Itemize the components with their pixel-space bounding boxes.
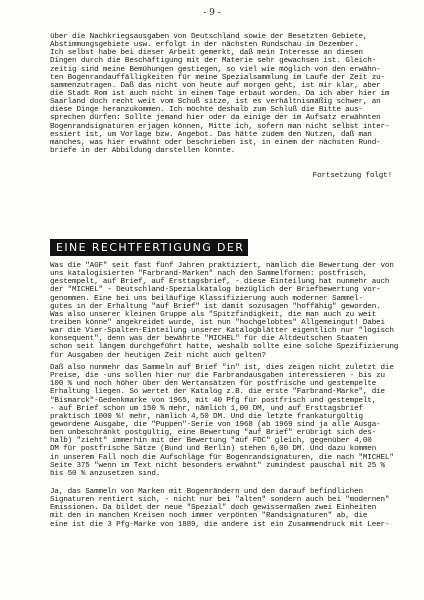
text-line: war die Vier-Spalten-Einteilung unserer Katalogblätter eigentlich nur "logisch [50, 327, 394, 336]
paragraph-prices [50, 364, 392, 478]
text-line: sammenzutragen. Daß das nicht von heute auf morgen geht, ist mir klar, aber [50, 81, 381, 90]
text-line: Dingen durch die Beschäftigung mit der Materie sehr gewachsen ist. Gleich- [50, 57, 377, 66]
text-line: der "MICHEL" - Deutschland-Spezialkatalog bezüglich der Briefbewertung vor- [50, 286, 381, 295]
text-line: gutes in der Erhaltung "auf Brief" ist damit sozusagen "hoffähig" geworden. [50, 302, 381, 311]
text-line: Daß also nunmehr das Sammeln auf Brief "in" ist, dies zeigen nicht zuletzt die [50, 364, 394, 372]
text-line: Ich selbst habe bei dieser Arbeit gemerkt, daß mein Interesse an diesen [50, 49, 363, 58]
page-number: - 9 - [203, 8, 221, 18]
text-line: in unserem Fall noch die Aufschläge für Bogenrandsignaturen, die nach "MICHEL" [50, 453, 394, 462]
paragraph-agf [50, 262, 399, 360]
text-line: ben unbeschränkt postgültig, eine Bewertung "auf Brief" erübrigt sich des- [50, 429, 377, 438]
text-line: Bogenrandsignaturen erjagen können, Mitte ich, sofern man nicht selbst inter- [50, 122, 390, 131]
text-line: konsequent", denn was der bewährte "MICHEL" für die Altdeutschen Staaten [50, 335, 368, 344]
text-line: mit den in manchen Kreisen noch immer verpönten "Randsignaturen" ab, die [50, 512, 368, 521]
paragraph-signatures [50, 488, 392, 529]
text-line: genommen. Eine bei uns beiläufige Klassifizierung auch moderner Sammel- [50, 294, 363, 303]
text-line: bis 50 % anzusetzen sind. [50, 469, 161, 478]
text-line: sprechen dürfen: Sollte jemand hier oder da einige der im Aufsatz erwähnten [50, 114, 381, 123]
text-line: Was die "AGF" seit fast fünf Jahren praktiziert, nämlich die Bewertung der von [50, 262, 394, 270]
continuation-text: Fortsetzung folgt! [312, 172, 392, 181]
paragraph-intro [50, 33, 392, 155]
section-heading [50, 239, 286, 256]
text-line: manches, was hier erwähnt oder beschrieben ist, in einem der nächsten Rund- [50, 138, 381, 147]
text-line: Ja, das Sammeln von Marken mit Bogenrändern und den darauf befindlichen [50, 488, 363, 496]
continuation-note [50, 156, 392, 189]
text-line: eine ist die 3 Pfg-Marke von 1889, die andere ist ein Zusammendruck mit Leer- [50, 520, 390, 529]
text-line: Saarland doch recht weit vom Schuß sitze, ist es verhältnismäßig schwer, an [50, 98, 381, 107]
text-line: uns katalogisierten "Farbrand-Marken" nach den Sammelformen: postfrisch, [50, 270, 368, 279]
text-line: Was also unserer kleinen Gruppe als "Spitzfindigkeit, die man auch zu weit [50, 310, 377, 319]
text-line: diese Dinge heranzukommen. Ich möchte deshalb zum Schluß die Bitte aus- [50, 106, 363, 115]
text-line: briefe in der Abbildung darstellen könnte. [50, 146, 236, 155]
text-line: essiert ist, um Vorlage bzw. Angebot. Das hätte zudem den Nutzen, daß man [50, 130, 372, 139]
text-line: ten Bogenrandauffälligkeiten für meine Spezialsammlung im Laufe der Zeit zu- [50, 73, 385, 82]
text-line: Abstimmungsgebiete usw. erfolgt in der nächsten Rundschau im Dezember. [50, 41, 359, 50]
text-line: zeitig sind meine Bemühungen gestiegen, so viel wie möglich von den erwähn- [50, 65, 381, 74]
text-line: 100 % und noch höher über den Wertansätzen für postfrische und gestempelte [50, 380, 377, 389]
text-line: Preise, die -uns sollen hier nur die Farbrandausgaben interessieren - bis zu [50, 372, 385, 381]
text-line: praktisch 1000 %! mehr, nämlich 4,50 DM. Und die letzte frankaturgültig [50, 412, 363, 421]
text-line: für Ausgaben der heutigen Zeit nicht auch gelten? [50, 351, 266, 360]
text-line: Erhaltung liegen. So wertet der Katalog z.B. die erste "Farbrand-Marke", die [50, 388, 385, 397]
text-line: halb) "zieht" immerhin mit der Bewertung "auf FDC" gleich, gegenüber 4,00 [50, 437, 372, 446]
text-line: über die Nachkriegsausgaben von Deutschland sowie der Besetzten Gebiete, [50, 33, 368, 41]
text-line: die Stadt Rom ist auch nicht in einem Tage erbaut worden. Da ich aber hier im [50, 89, 390, 98]
text-line: schon seit längem durchgeführt hatte, weshalb sollte eine solche Spezifizierung [50, 343, 399, 352]
text-line: Seite 375 "wenn im Text nicht besonders erwähnt" zumindest pauschal mit 25 % [50, 461, 385, 470]
text-line: Signaturen rentiert sich, - nicht nur bei "alten" sondern auch bei "modernen" [50, 496, 390, 505]
text-line: - auf Brief schon um 150 % mehr, nämlich 1,00 DM, und auf Ersttagsbrief [50, 404, 363, 413]
text-line: "Bismarck"-Gedenkmarke von 1965, mit 40 Pfg für postfrisch und gestempelt, [50, 396, 377, 405]
text-line: gewordene Ausgabe, die "Puppen"-Serie von 1968 (ab 1969 sind ja alle Ausga- [50, 420, 381, 429]
text-line: Emissionen. Da bildet der neue "Spezial" doch gewissermaßen zwei Einheiten [50, 504, 377, 513]
text-line: treiben könne" angekreidet wurde, ist nun "hochgelobtes" Allgemeingut! Dabei [50, 318, 385, 327]
text-line: DM für postfrische Sätze (Bund und Berlin) stehen 6,00 DM. Und dazu kommen [50, 445, 377, 454]
section-heading-text: EINE RECHTFERTIGUNG DER A·G·F [56, 241, 286, 254]
text-line: gestempelt, auf Brief, auf Ersttagsbrief, - diese Einteilung hat nunmehr auch [50, 278, 390, 287]
